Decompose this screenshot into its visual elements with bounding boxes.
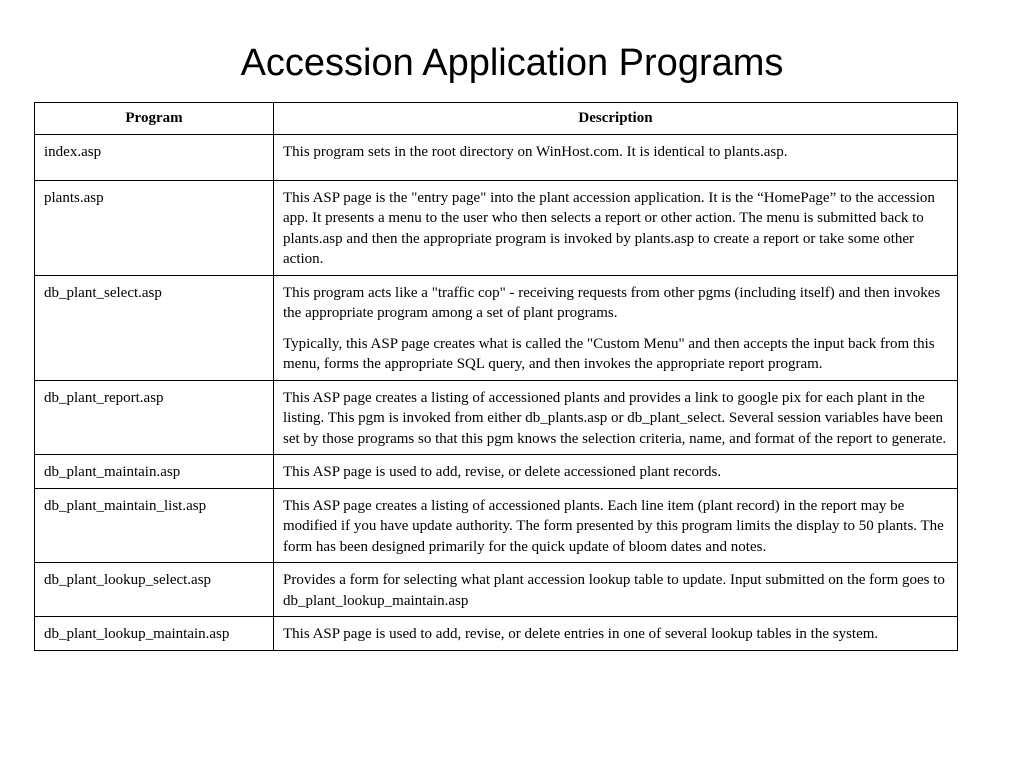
description-paragraph: Typically, this ASP page creates what is called the "Custom Menu" and then accepts the input back from this menu, forms the appropriate SQL query, and then invokes the appropriate report program. xyxy=(283,335,935,372)
description-paragraph: This program sets in the root directory on WinHost.com. It is identical to plants.asp. xyxy=(283,143,788,160)
table-row xyxy=(35,488,958,563)
program-description xyxy=(274,380,958,455)
program-description xyxy=(274,180,958,275)
description-paragraph: This ASP page is used to add, revise, or delete accessioned plant records. xyxy=(283,464,722,480)
program-description xyxy=(274,617,958,651)
table-header-row xyxy=(35,103,958,135)
table-row xyxy=(35,180,958,275)
program-name: db_plant_lookup_maintain.asp xyxy=(35,617,274,651)
description-paragraph: This ASP page creates a listing of accessioned plants and provides a link to google pix for each plant in the listing. This pgm is invoked from either db_plants.asp or db_plant_select. Several session variables have been set by those programs so that this pgm knows the selection criteria, name, and format of the report to generate. xyxy=(283,389,947,447)
table-row xyxy=(35,455,958,489)
program-description xyxy=(274,134,958,180)
description-paragraph: This ASP page creates a listing of accessioned plants. Each line item (plant record) in the report may be modified if you have update authority. The form presented by this program limits the display to 50 plants. The form has been designed primarily for the quick update of bloom dates and notes. xyxy=(283,497,944,555)
program-name: plants.asp xyxy=(35,180,274,275)
slide-title: Accession Application Programs xyxy=(240,42,784,84)
programs-table xyxy=(34,102,958,651)
program-description xyxy=(274,275,958,380)
table-row xyxy=(35,380,958,455)
table-row xyxy=(35,275,958,380)
program-name: db_plant_maintain.asp xyxy=(35,455,274,489)
program-name: db_plant_maintain_list.asp xyxy=(35,488,274,563)
description-paragraph: This ASP page is the "entry page" into the plant accession application. It is the “HomePage” to the accession app. It presents a menu to the user who then selects a report or other action. The menu is submitted back to plants.asp and then the appropriate program is invoked by plants.asp to create a report or take some other action. xyxy=(283,189,935,267)
table-row xyxy=(35,134,958,180)
description-paragraph: This program acts like a "traffic cop" - receiving requests from other pgms (including itself) and then invokes the appropriate program among a set of plant programs. xyxy=(283,284,941,321)
program-description xyxy=(274,563,958,617)
program-description xyxy=(274,488,958,563)
program-name: db_plant_report.asp xyxy=(35,380,274,455)
table-row xyxy=(35,563,958,617)
header-description: Description xyxy=(274,103,958,135)
program-name: db_plant_select.asp xyxy=(35,275,274,380)
program-description xyxy=(274,455,958,489)
header-program: Program xyxy=(35,103,274,135)
description-paragraph: Provides a form for selecting what plant accession lookup table to update. Input submitted on the form goes to db_plant_lookup_maintain.asp xyxy=(283,572,945,609)
program-name: db_plant_lookup_select.asp xyxy=(35,563,274,617)
table-row xyxy=(35,617,958,651)
description-paragraph: This ASP page is used to add, revise, or delete entries in one of several lookup tables in the system. xyxy=(283,626,879,642)
program-name: index.asp xyxy=(35,134,274,180)
